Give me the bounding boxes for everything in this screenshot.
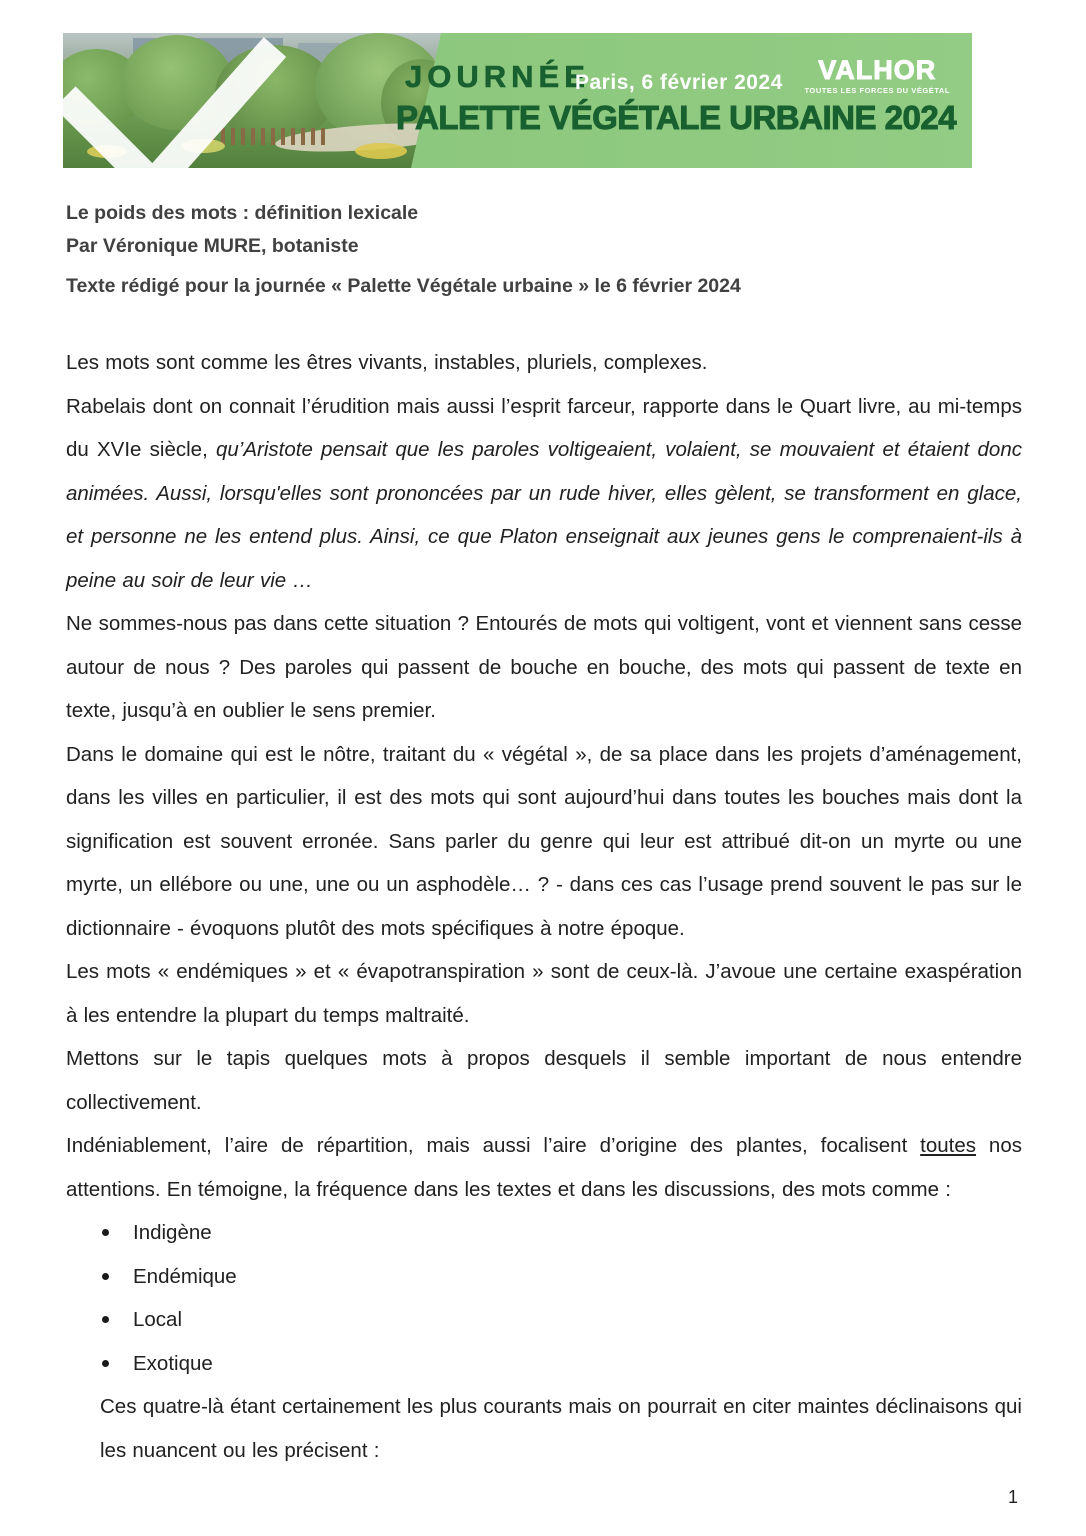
- list-item-label: Exotique: [133, 1351, 213, 1375]
- list-item: [66, 1342, 1022, 1386]
- paragraph: [66, 341, 1022, 385]
- paragraph: [66, 1385, 1022, 1472]
- text-segment: nos attentions. En témoigne, la fréquence dans les textes et dans les discussions, des mots comme :: [66, 1134, 1022, 1201]
- italic-quote: qu’Aristote pensait que les paroles voltigeaient, volaient, se mouvaient et étaient donc animées. Aussi, lorsqu'elles sont prononcées par un rude hiver, elles gèlent, se transforment en glace, et personne ne les entend plus. Ainsi, ce que Platon enseignait aux jeunes gens le comprenaient-ils à peine au soir de leur vie …: [66, 438, 1022, 592]
- paragraph: [66, 1124, 1022, 1211]
- paragraph: [66, 1037, 1022, 1124]
- valhor-logo-tagline: TOUTES LES FORCES DU VÉGÉTAL: [804, 86, 950, 95]
- document-subtitle: Texte rédigé pour la journée « Palette Végétale urbaine » le 6 février 2024: [66, 275, 741, 297]
- document-body: [66, 341, 1022, 1472]
- bullet-icon: [102, 1360, 109, 1367]
- paragraph: [66, 385, 1022, 603]
- text-segment: Les mots sont comme les êtres vivants, instables, pluriels, complexes.: [66, 351, 708, 374]
- event-date: Paris, 6 février 2024: [575, 71, 783, 94]
- bullet-icon: [102, 1316, 109, 1323]
- document-header: [66, 197, 1022, 303]
- bullet-icon: [102, 1273, 109, 1280]
- valhor-logo: [804, 55, 950, 95]
- bullet-icon: [102, 1229, 109, 1236]
- list-item-label: Indigène: [133, 1221, 212, 1244]
- document-author: Par Véronique MURE, botaniste: [66, 235, 359, 257]
- event-banner: [63, 33, 972, 168]
- list-item: [66, 1298, 1022, 1342]
- text-segment: Mettons sur le tapis quelques mots à propos desquels il semble important de nous entendre collectivement.: [66, 1047, 1022, 1114]
- event-title: PALETTE VÉGÉTALE URBAINE 2024: [396, 99, 957, 136]
- text-segment: Ces quatre-là étant certainement les plus courants mais on pourrait en citer maintes déclinaisons qui les nuancent ou les précisent :: [100, 1395, 1022, 1462]
- document-title: Le poids des mots : définition lexicale: [66, 202, 419, 224]
- text-segment: Les mots « endémiques » et « évapotranspiration » sont de ceux-là. J’avoue une certaine exaspération à les entendre la plupart du temps maltraité.: [66, 960, 1022, 1027]
- event-label: JOURNÉE: [405, 59, 590, 94]
- paragraph: [66, 602, 1022, 733]
- page-number: 1: [1007, 1487, 1018, 1507]
- text-segment: Ne sommes-nous pas dans cette situation ? Entourés de mots qui voltigent, vont et viennent sans cesse autour de nous ? Des paroles qui passent de bouche en bouche, des mots qui passent de texte en texte, jusqu’à en oublier le sens premier.: [66, 612, 1022, 722]
- list-item-label: Endémique: [133, 1264, 237, 1288]
- paragraph: [66, 733, 1022, 951]
- bullet-list: [66, 1211, 1022, 1385]
- list-item: [66, 1255, 1022, 1299]
- valhor-logo-name: VALHOR: [818, 55, 937, 85]
- valhor-v-icon: [63, 33, 441, 168]
- list-item: [66, 1211, 1022, 1255]
- text-segment: Indéniablement, l’aire de répartition, mais aussi l’aire d’origine des plantes, focalisent: [66, 1134, 921, 1157]
- urban-park-photo: [63, 33, 441, 168]
- list-item-label: Local: [133, 1308, 183, 1331]
- paragraph: [66, 950, 1022, 1037]
- underlined-word: toutes: [920, 1134, 977, 1157]
- text-segment: Rabelais dont on connait l’érudition mais aussi l’esprit farceur, rapporte dans le Quart livre, au mi-temps du XVIe siècle,: [66, 394, 1022, 461]
- text-segment: Dans le domaine qui est le nôtre, traitant du « végétal », de sa place dans les projets d’aménagement, dans les villes en particulier, il est des mots qui sont aujourd’hui dans toutes les bouches mais dont la signification est souvent erronée. Sans parler du genre qui leur est attribué dit-on un myrte ou une myrte, un ellébore ou une, une ou un asphodèle… ? - dans ces cas l’usage prend souvent le pas sur le dictionnaire - évoquons plutôt des mots spécifiques à notre époque.: [66, 742, 1022, 940]
